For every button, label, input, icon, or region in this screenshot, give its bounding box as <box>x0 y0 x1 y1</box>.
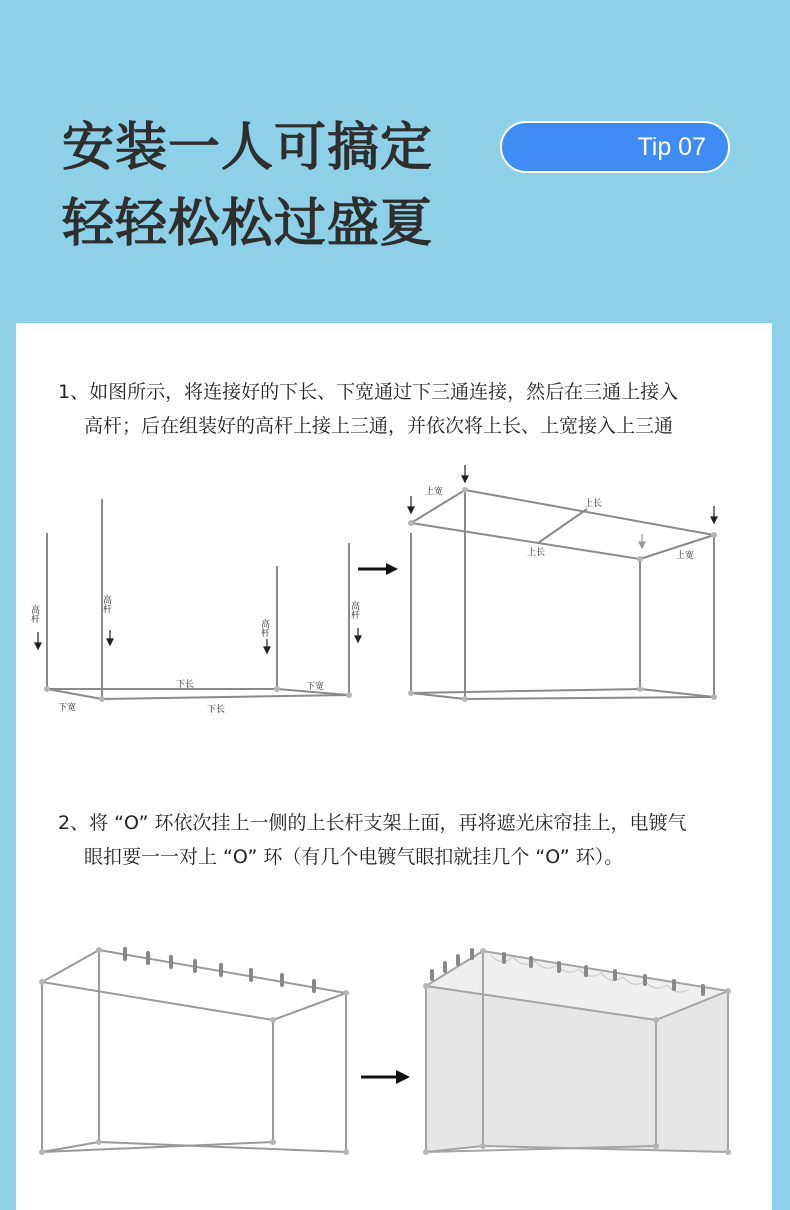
assembly-diagram-2 <box>16 323 772 1210</box>
headline-line-1: 安装一人可搞定 <box>62 118 434 178</box>
label-xia-kuan-right: 下宽 <box>306 682 325 692</box>
arrow-right-icon-2 <box>361 1070 410 1084</box>
step-1-line-2: 高杆；后在组装好的高杆上接上三通，并依次将上长、上宽接入上三通 <box>84 415 674 437</box>
step-2-line-1: 2、将 “O” 环依次挂上一侧的上长杆支架上面，再将遮光床帘挂上，电镀气 <box>58 812 687 834</box>
label-shang-kuan-left: 上宽 <box>425 487 444 497</box>
svg-text:高杆: 高杆 <box>29 605 39 623</box>
label-shang-chang-top: 上长 <box>584 499 603 509</box>
headline <box>62 110 433 262</box>
tip-badge: Tip 07 <box>500 121 730 173</box>
label-shang-kuan-right: 上宽 <box>676 551 695 561</box>
label-xia-kuan-left: 下宽 <box>58 703 77 713</box>
step-1-line-1: 1、如图所示，将连接好的下长、下宽通过下三通连接，然后在三通上接入 <box>58 381 679 403</box>
svg-text:高杆: 高杆 <box>349 601 359 619</box>
o-ring-icons <box>123 947 316 993</box>
headline-line-2: 轻轻松松过盛夏 <box>62 194 434 254</box>
label-xia-chang-bottom: 下长 <box>207 705 226 715</box>
instruction-panel <box>16 323 772 1210</box>
label-xia-chang-top: 下长 <box>176 680 195 690</box>
step-2-line-2: 眼扣要一一对上 “O” 环（有几个电镀气眼扣就挂几个 “O” 环）。 <box>84 846 624 868</box>
svg-text:高杆: 高杆 <box>101 595 111 613</box>
svg-text:高杆: 高杆 <box>259 619 269 637</box>
label-shang-chang-front: 上长 <box>527 548 546 558</box>
